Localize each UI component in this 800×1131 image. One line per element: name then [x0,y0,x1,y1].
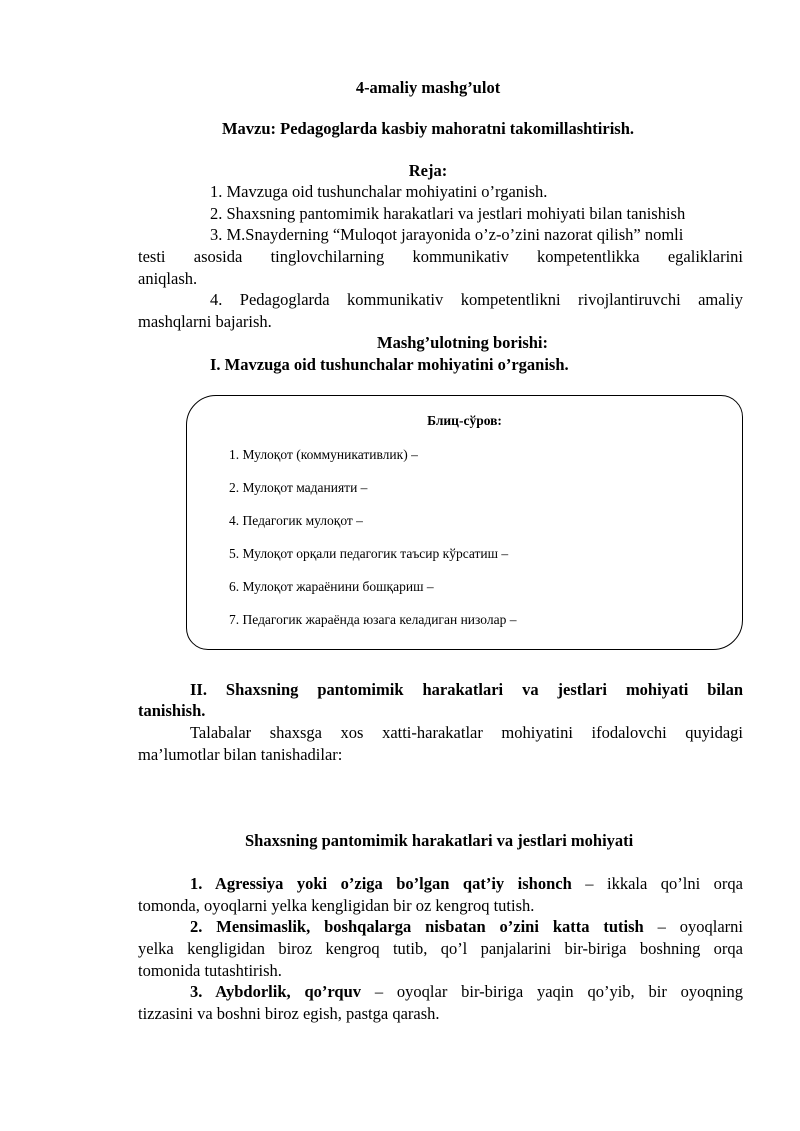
blitz-item: 7. Педагогик жараёнда юзага келадиган низолар – [229,612,517,627]
plan-item-3-line-2: testi asosida tinglovchilarning kommunikativ kompetentlikka egaliklarini [138,247,743,266]
list-item-3-line-2: tizzasini va boshni biroz egish, pastga qarash. [138,1004,440,1023]
plan-item-4-line-2: mashqlarni bajarish. [138,312,272,331]
list-item-3-line-1 [190,981,743,1002]
list-item-3-text: – oyoqlar bir-biriga yaqin qo’yib, bir oyoqning [361,982,743,1001]
section-2-intro-line-2: ma’lumotlar bilan tanishadilar: [138,745,343,764]
progress-heading: Mashg’ulotning borishi: [377,333,548,352]
blitz-item: 5. Мулоқот орқали педагогик таъсир кўрсатиш – [229,546,509,561]
list-item-2-line-3: tomonida tutashtirish. [138,961,282,980]
list-item-1-term: 1. Agressiya yoki o’ziga bo’lgan qat’iy ishonch [190,874,572,893]
list-item-2-text: – oyoqlarni [643,917,743,936]
plan-heading: Reja: [408,161,448,180]
blitz-item: 1. Мулоқот (коммуникативлик) – [229,447,418,462]
section-2-heading-line-2: tanishish. [138,701,206,720]
section-2-heading-line-1: II. Shaxsning pantomimik harakatlari va jestlari mohiyati bilan [190,680,743,699]
list-item-1-line-2: tomonda, oyoqlarni yelka kengligidan bir oz kengroq tutish. [138,896,535,915]
list-item-1-line-1 [190,873,743,894]
list-item-2-line-1 [190,916,743,937]
list-item-3-term: 3. Aybdorlik, qo’rquv [190,982,362,1001]
list-item-1-text: – ikkala qo’lni orqa [571,874,743,893]
plan-item-3-line-1: 3. M.Snayderning “Muloqot jarayonida o’z-o’zini nazorat qilish” nomli [210,225,684,244]
list-item-2-term: 2. Mensimaslik, boshqalarga nisbatan o’zini katta tutish [190,917,644,936]
blitz-survey-title: Блиц-сўров: [427,413,502,428]
subheading: Shaxsning pantomimik harakatlari va jestlari mohiyati [245,831,634,850]
blitz-item: 2. Мулоқот маданияти – [229,480,368,495]
section-2-intro-line-1: Talabalar shaxsga xos xatti-harakatlar mohiyatini ifodalovchi quyidagi [190,723,743,742]
blitz-survey-box [186,395,743,650]
topic-line: Mavzu: Pedagoglarda kasbiy mahoratni takomillashtirish. [221,119,635,138]
plan-item-3-line-3: aniqlash. [138,269,198,288]
plan-item-2: 2. Shaxsning pantomimik harakatlari va jestlari mohiyati bilan tanishish [210,204,686,223]
blitz-item: 4. Педагогик мулоқот – [229,513,363,528]
page-title: 4-amaliy mashg’ulot [355,78,501,97]
blitz-item: 6. Мулоқот жараёнини бошқариш – [229,579,434,594]
list-item-2-line-2: yelka kengligidan biroz kengroq tutib, qo’l panjalarini bir-biriga boshning orqa [138,939,743,958]
plan-item-1: 1. Mavzuga oid tushunchalar mohiyatini o’rganish. [210,182,548,201]
section-1-heading: I. Mavzuga oid tushunchalar mohiyatini o’rganish. [210,355,569,374]
plan-item-4-line-1: 4. Pedagoglarda kommunikativ kompetentlikni rivojlantiruvchi amaliy [210,290,743,309]
